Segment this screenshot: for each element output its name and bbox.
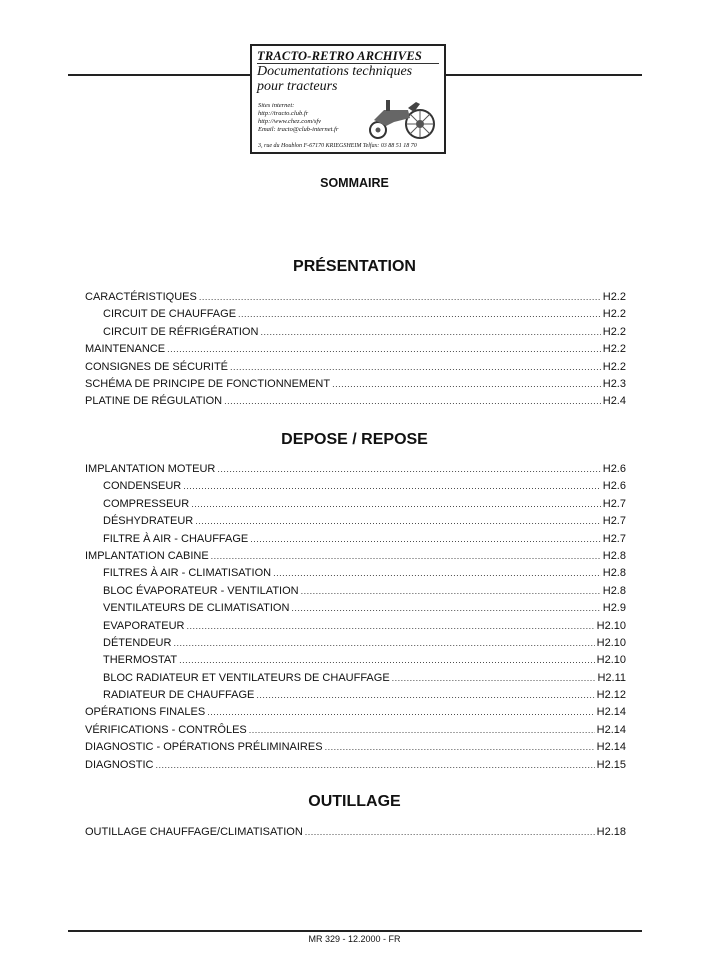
toc-entry bbox=[85, 757, 626, 774]
header-rule-left bbox=[68, 74, 251, 76]
toc-entry bbox=[85, 513, 626, 530]
toc-entry-label: OPÉRATIONS FINALES bbox=[85, 706, 206, 719]
dot-leader bbox=[332, 376, 601, 393]
page-heading: SOMMAIRE bbox=[320, 176, 389, 190]
toc-entry bbox=[85, 652, 626, 669]
toc-entry bbox=[85, 496, 626, 513]
toc-entry-label: CIRCUIT DE RÉFRIGÉRATION bbox=[103, 325, 259, 338]
toc-entry-page: H2.14 bbox=[596, 706, 626, 719]
toc-entry-page: H2.6 bbox=[602, 463, 626, 475]
toc-entry-page: H2.3 bbox=[602, 377, 626, 390]
dot-leader bbox=[155, 757, 594, 774]
toc-entry-label: DÉTENDEUR bbox=[103, 636, 172, 649]
toc-entry bbox=[85, 289, 626, 306]
dot-leader bbox=[217, 461, 600, 478]
logo-email: Email: tracto@club-internet.fr bbox=[258, 126, 339, 133]
toc-entry bbox=[85, 461, 626, 478]
toc-entry-page: H2.9 bbox=[602, 602, 626, 615]
toc-entry-page: H2.6 bbox=[602, 480, 626, 493]
logo-line-1: Documentations techniques bbox=[257, 64, 413, 79]
toc-entry bbox=[85, 600, 626, 617]
toc-entry-page: H2.2 bbox=[602, 325, 626, 338]
toc-entry-page: H2.14 bbox=[596, 741, 626, 754]
dot-leader bbox=[187, 618, 595, 635]
toc-entry-label: CONSIGNES DE SÉCURITÉ bbox=[85, 360, 229, 373]
dot-leader bbox=[207, 704, 594, 721]
toc-entry-label: EVAPORATEUR bbox=[103, 619, 185, 632]
logo-title: TRACTO-RETRO ARCHIVES bbox=[257, 49, 439, 64]
dot-leader bbox=[325, 739, 595, 756]
toc-entry-label: COMPRESSEUR bbox=[103, 497, 190, 510]
toc-entry-label: VÉRIFICATIONS - CONTRÔLES bbox=[85, 723, 247, 736]
dot-leader bbox=[211, 548, 601, 565]
dot-leader bbox=[301, 583, 601, 600]
dot-leader bbox=[291, 600, 600, 617]
toc-entry-label: MAINTENANCE bbox=[85, 343, 166, 356]
toc-entry-label: CARACTÉRISTIQUES bbox=[85, 291, 197, 303]
toc-entry-label: VENTILATEURS DE CLIMATISATION bbox=[103, 602, 290, 615]
toc-entry-page: H2.2 bbox=[602, 308, 626, 321]
toc-entry-page: H2.10 bbox=[596, 654, 626, 667]
toc-entry bbox=[85, 341, 626, 358]
toc-entry-label: CIRCUIT DE CHAUFFAGE bbox=[103, 308, 237, 321]
toc-entry-label: IMPLANTATION MOTEUR bbox=[85, 463, 216, 475]
logo-site-1: http://tracto.club.fr bbox=[258, 110, 309, 117]
toc-entry bbox=[85, 618, 626, 635]
footer-reference: MR 329 - 12.2000 - FR bbox=[308, 934, 401, 944]
section-title-outillage: OUTILLAGE bbox=[308, 793, 401, 810]
toc-entry-page: H2.12 bbox=[596, 689, 626, 702]
toc-entry-page: H2.14 bbox=[596, 723, 626, 736]
toc-entry-page: H2.15 bbox=[596, 758, 626, 771]
toc-entry-label: FILTRE À AIR - CHAUFFAGE bbox=[103, 532, 249, 545]
toc-entry bbox=[85, 704, 626, 721]
header-rule-right bbox=[446, 74, 642, 76]
dot-leader bbox=[199, 289, 601, 306]
toc-entry-label: DÉSHYDRATEUR bbox=[103, 515, 194, 528]
toc-entry-label: BLOC ÉVAPORATEUR - VENTILATION bbox=[103, 584, 299, 597]
toc-entry bbox=[85, 739, 626, 756]
dot-leader bbox=[173, 635, 594, 652]
toc-entry bbox=[85, 670, 626, 687]
toc-entry-label: PLATINE DE RÉGULATION bbox=[85, 395, 223, 408]
toc-entry-page: H2.7 bbox=[602, 515, 626, 528]
dot-leader bbox=[238, 306, 601, 323]
toc-entry-page: H2.18 bbox=[596, 826, 626, 838]
toc-entry-label: DIAGNOSTIC - OPÉRATIONS PRÉLIMINAIRES bbox=[85, 741, 323, 754]
dot-leader bbox=[167, 341, 601, 358]
logo-site-2: http://www.chez.com/sfv bbox=[258, 118, 322, 125]
toc-entry bbox=[85, 359, 626, 376]
dot-leader bbox=[191, 496, 601, 513]
footer-rule bbox=[68, 930, 642, 932]
dot-leader bbox=[249, 722, 595, 739]
dot-leader bbox=[260, 324, 600, 341]
dot-leader bbox=[179, 652, 594, 669]
toc-entry-label: RADIATEUR DE CHAUFFAGE bbox=[103, 689, 255, 702]
toc-entry bbox=[85, 531, 626, 548]
dot-leader bbox=[230, 359, 601, 376]
toc-entry bbox=[85, 306, 626, 323]
dot-leader bbox=[195, 513, 600, 530]
tractor-icon bbox=[364, 96, 442, 140]
toc-entry-label: IMPLANTATION CABINE bbox=[85, 549, 209, 562]
dot-leader bbox=[392, 670, 596, 687]
toc-entry-page: H2.8 bbox=[602, 584, 626, 597]
toc-entry-page: H2.11 bbox=[597, 671, 626, 684]
logo-address: 3, rue du Houblon F-67170 KRIEGSHEIM Telfax: 03 88 51 18 70 bbox=[258, 143, 417, 149]
publisher-logo bbox=[250, 44, 446, 154]
toc-entry-label: BLOC RADIATEUR ET VENTILATEURS DE CHAUFFAGE bbox=[103, 671, 390, 684]
toc-entry bbox=[85, 565, 626, 582]
toc-entry bbox=[85, 635, 626, 652]
toc-entry-page: H2.10 bbox=[596, 619, 626, 632]
toc-entry bbox=[85, 548, 626, 565]
toc-entry-label: THERMOSTAT bbox=[103, 654, 178, 667]
toc-entry-label: FILTRES À AIR - CLIMATISATION bbox=[103, 567, 272, 580]
dot-leader bbox=[250, 531, 600, 548]
toc-entry bbox=[85, 393, 626, 410]
toc-entry-page: H2.2 bbox=[602, 343, 626, 356]
logo-sites-label: Sites internet: bbox=[258, 102, 295, 109]
toc-entry-label: CONDENSEUR bbox=[103, 480, 182, 493]
section-title-depose-repose: DEPOSE / REPOSE bbox=[281, 431, 428, 448]
toc-presentation bbox=[85, 289, 626, 411]
toc-depose-repose bbox=[85, 461, 626, 774]
toc-entry-label: DIAGNOSTIC bbox=[85, 758, 154, 771]
toc-entry-page: H2.2 bbox=[602, 360, 626, 373]
toc-entry bbox=[85, 376, 626, 393]
dot-leader bbox=[273, 565, 601, 582]
toc-entry bbox=[85, 478, 626, 495]
toc-entry-page: H2.7 bbox=[602, 532, 626, 545]
toc-entry bbox=[85, 824, 626, 841]
toc-entry bbox=[85, 687, 626, 704]
toc-entry-label: SCHÉMA DE PRINCIPE DE FONCTIONNEMENT bbox=[85, 377, 331, 390]
toc-entry-page: H2.8 bbox=[602, 567, 626, 580]
toc-entry-page: H2.10 bbox=[596, 636, 626, 649]
toc-entry-page: H2.8 bbox=[602, 549, 626, 562]
dot-leader bbox=[183, 478, 601, 495]
toc-entry-label: OUTILLAGE CHAUFFAGE/CLIMATISATION bbox=[85, 826, 303, 838]
dot-leader bbox=[305, 824, 595, 841]
toc-outillage bbox=[85, 824, 626, 841]
dot-leader bbox=[224, 393, 601, 410]
toc-entry-page: H2.2 bbox=[602, 291, 626, 303]
logo-line-2: pour tracteurs bbox=[257, 79, 338, 94]
toc-entry bbox=[85, 324, 626, 341]
toc-entry bbox=[85, 583, 626, 600]
toc-entry bbox=[85, 722, 626, 739]
toc-entry-page: H2.4 bbox=[602, 395, 626, 408]
section-title-presentation: PRÉSENTATION bbox=[293, 258, 416, 275]
dot-leader bbox=[256, 687, 594, 704]
toc-entry-page: H2.7 bbox=[602, 497, 626, 510]
